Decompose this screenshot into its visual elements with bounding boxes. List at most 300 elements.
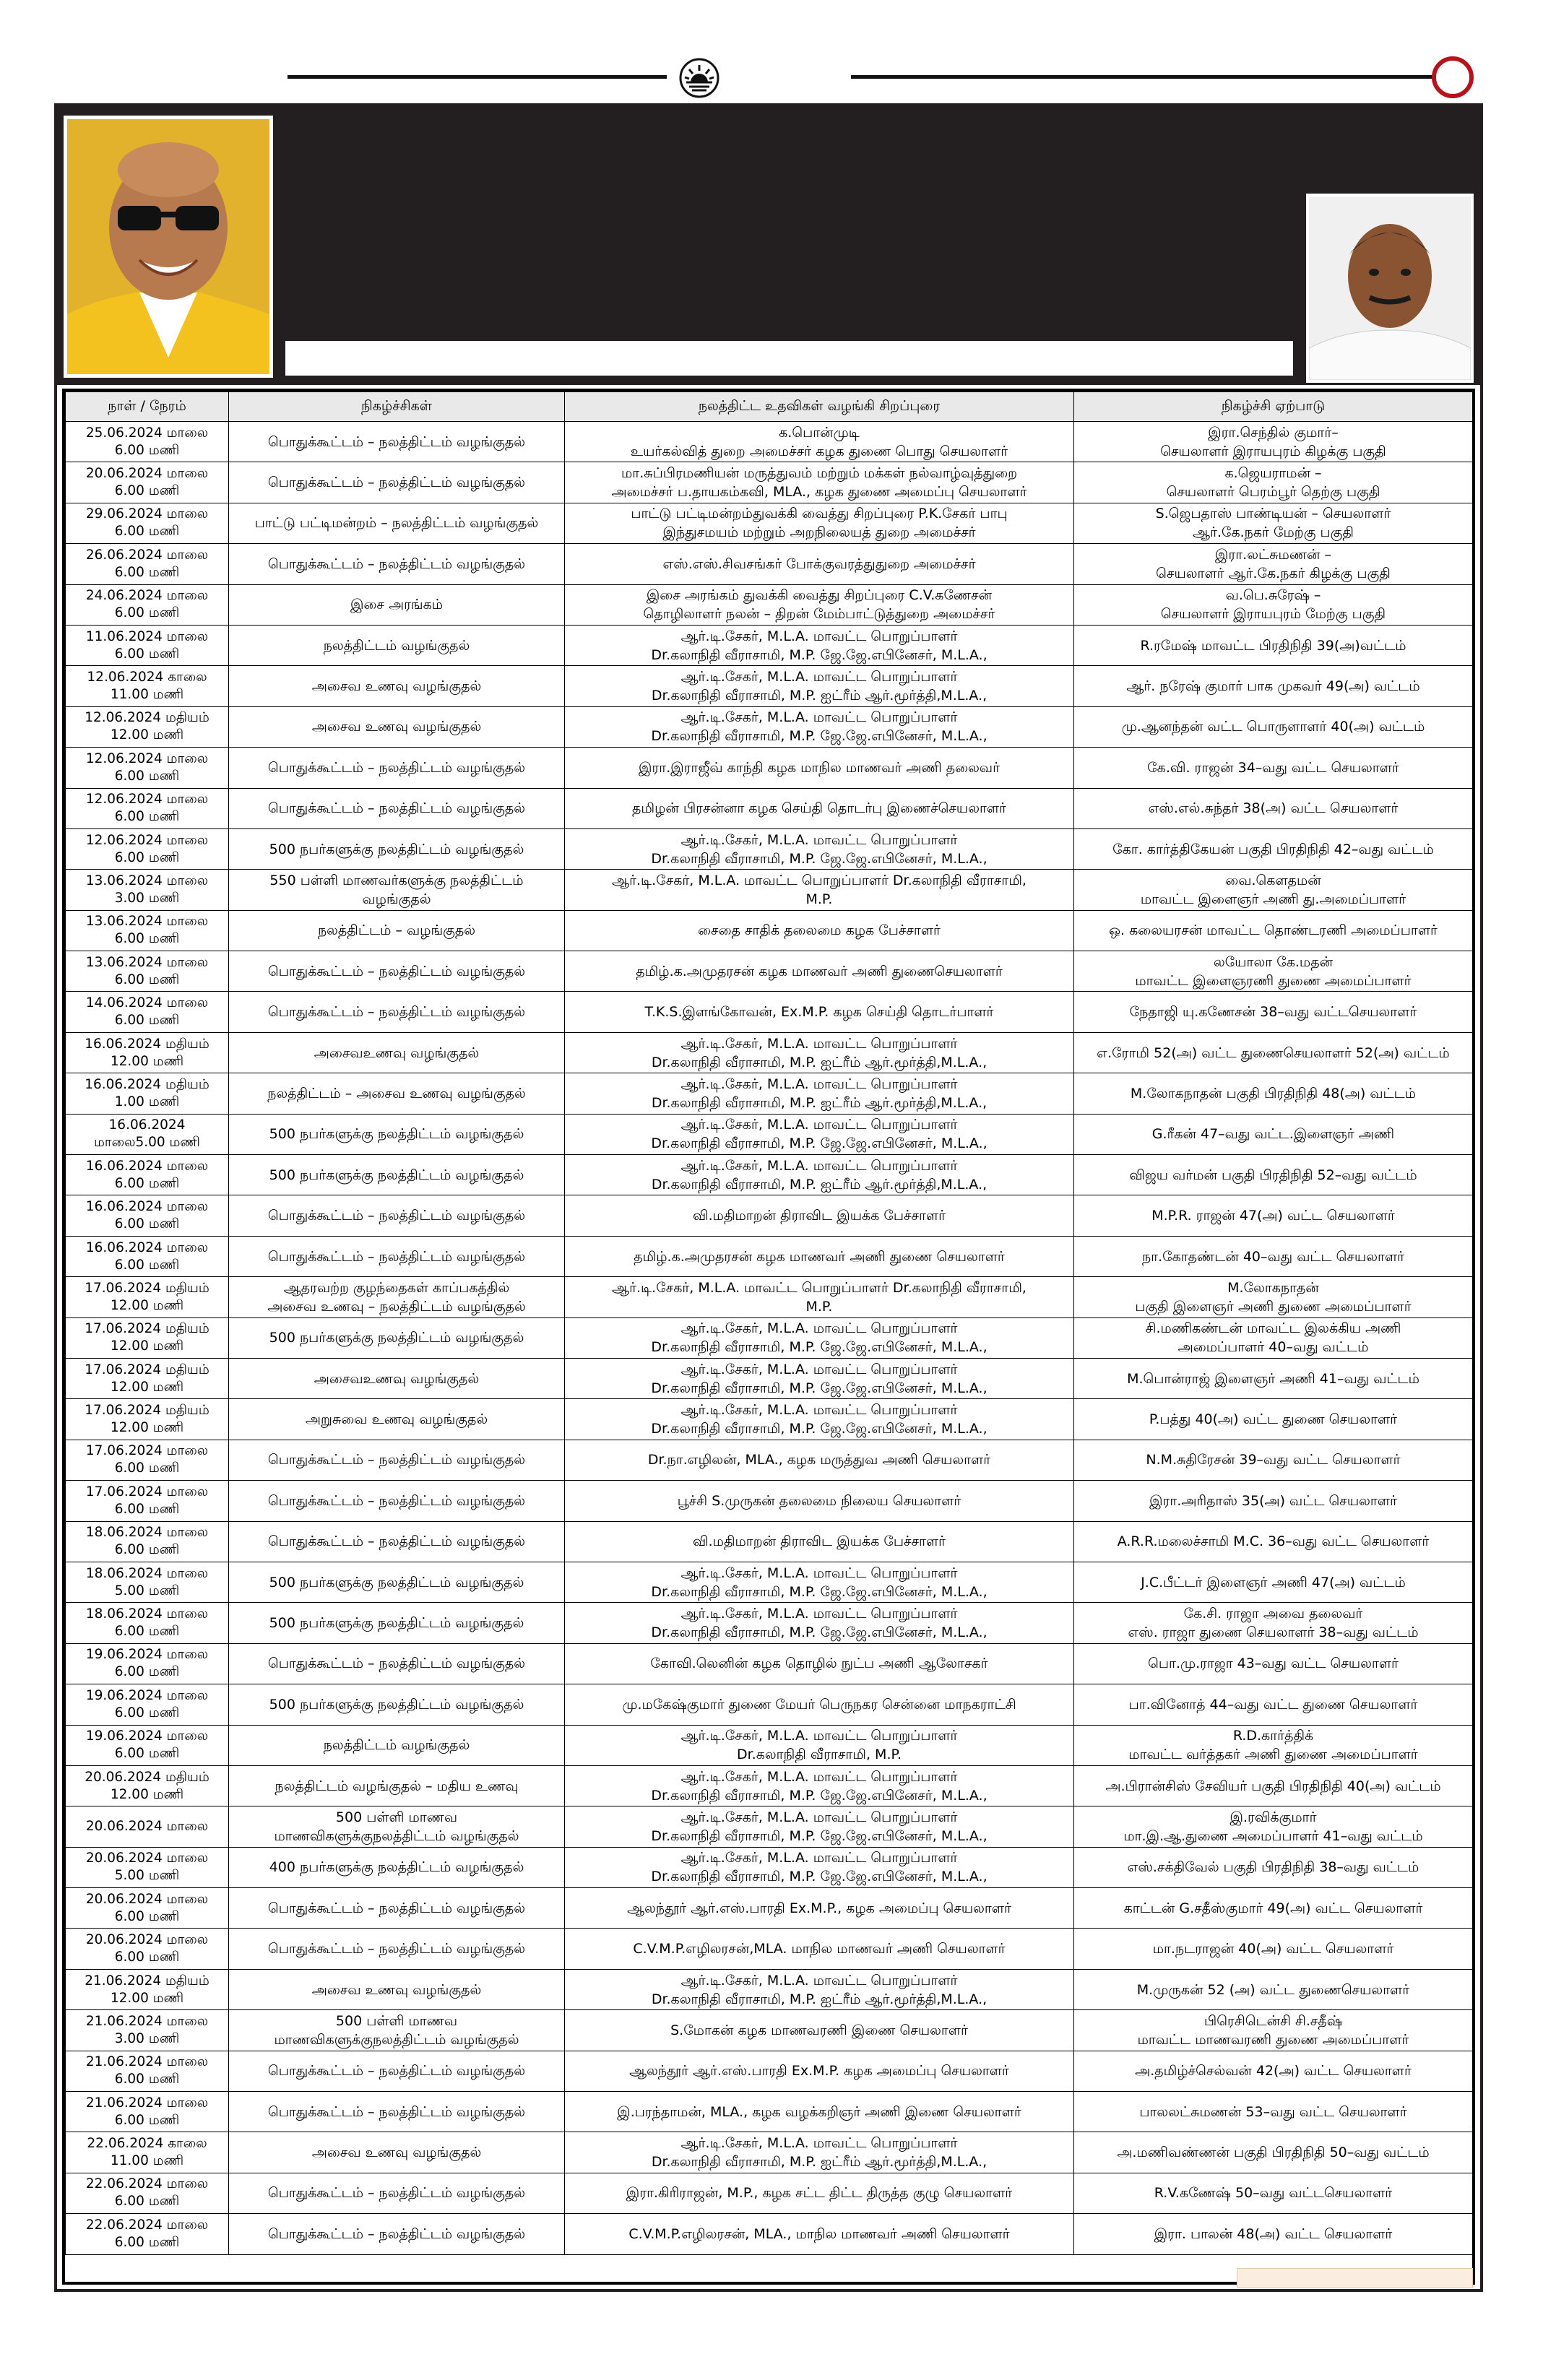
table-row — [66, 2010, 1473, 2051]
date-time-cell — [66, 584, 229, 625]
speaker-cell-line: Dr.கலாநிதி வீராசாமி, M.P. ஜே.ஜே.எபினேசர், M.L.A., — [651, 1827, 987, 1844]
date-time-cell-line: 6.00 மணி — [114, 768, 180, 784]
date-time-cell-line: 20.06.2024 மாலை — [85, 1818, 209, 1834]
event-cell — [229, 1888, 565, 1929]
organiser-cell-line: இரா.செந்தில் குமார்– — [1208, 424, 1339, 441]
speaker-cell-line: M.P. — [805, 891, 833, 907]
speaker-cell-line: ஆர்.டி.சேகர், M.L.A. மாவட்ட பொறுப்பாளர் — [680, 669, 958, 685]
speaker-cell — [565, 2051, 1074, 2091]
speaker-cell — [565, 2214, 1074, 2254]
event-cell-line: பாட்டு பட்டிமன்றம் – நலத்திட்டம் வழங்குதல் — [254, 515, 539, 532]
date-time-cell — [66, 1155, 229, 1195]
event-schedule-table — [62, 389, 1475, 2285]
organiser-cell — [1074, 1195, 1473, 1236]
organiser-cell-line: அ.மணிவண்ணன் பகுதி பிரதிநிதி 50–வது வட்டம் — [1117, 2145, 1430, 2161]
event-cell — [229, 1725, 565, 1765]
event-cell — [229, 1032, 565, 1073]
speaker-cell — [565, 1073, 1074, 1114]
column-header-events: நிகழ்ச்சிகள் — [229, 392, 565, 422]
speaker-cell — [565, 1195, 1074, 1236]
date-time-cell-line: 6.00 மணி — [114, 564, 180, 580]
column-header-date-time: நாள் / நேரம் — [66, 392, 229, 422]
organiser-cell — [1074, 1765, 1473, 1806]
date-time-cell-line: 17.06.2024 மதியம் — [85, 1321, 209, 1337]
organiser-cell — [1074, 1521, 1473, 1562]
table-row — [66, 1888, 1473, 1929]
table-row — [66, 1440, 1473, 1480]
speaker-cell — [565, 1684, 1074, 1725]
table-header-row — [66, 392, 1473, 422]
speaker-cell-line: ஆர்.டி.சேகர், M.L.A. மாவட்ட பொறுப்பாளர் — [680, 1361, 958, 1377]
event-cell — [229, 1684, 565, 1725]
organiser-cell-line: M.முருகன் 52 (அ) வட்ட துணைசெயலாளர் — [1136, 1981, 1410, 1998]
organiser-cell — [1074, 625, 1473, 665]
organiser-cell — [1074, 951, 1473, 992]
date-time-cell — [66, 1073, 229, 1114]
event-cell — [229, 544, 565, 584]
table-row — [66, 1684, 1473, 1725]
organiser-cell-line: நா.கோதண்டன் 40–வது வட்ட செயலாளர் — [1141, 1248, 1405, 1265]
speaker-cell-line: Dr.கலாநிதி வீராசாமி, M.P. ஜே.ஜே.எபினேசர், M.L.A., — [651, 1135, 987, 1152]
event-cell-line: மாணவிகளுக்குநலத்திட்டம் வழங்குதல் — [274, 1827, 519, 1844]
speaker-cell-line: ஆர்.டி.சேகர், M.L.A. மாவட்ட பொறுப்பாளர் — [680, 628, 958, 644]
date-time-cell-line: 21.06.2024 மாலை — [85, 2013, 209, 2029]
date-time-cell-line: 6.00 மணி — [114, 1216, 180, 1232]
event-cell-line: பொதுக்கூட்டம் – நலத்திட்டம் வழங்குதல் — [267, 555, 526, 572]
organiser-cell-line: வை.கௌதமன் — [1225, 872, 1321, 888]
organiser-cell — [1074, 1929, 1473, 1969]
speaker-cell-line: இந்துசமயம் மற்றும் அறநிலையத் துறை அமைச்சர் — [662, 524, 976, 541]
speaker-cell-line: Dr.கலாநிதி வீராசாமி, M.P. — [736, 1747, 902, 1763]
speaker-cell-line: தமிழ்.க.அமுதரசன் கழக மாணவர் அணி துணைசெயலாளர் — [636, 963, 1003, 979]
organiser-cell-line: இரா.லட்சுமணன் – — [1215, 546, 1331, 563]
date-time-cell-line: 22.06.2024 மாலை — [85, 2217, 209, 2233]
speaker-cell-line: தமிழன் பிரசன்னா கழக செய்தி தொடர்பு இணைச்செயலாளர் — [631, 800, 1006, 817]
speaker-cell — [565, 1317, 1074, 1358]
table-row — [66, 951, 1473, 992]
organiser-cell — [1074, 748, 1473, 788]
table-row — [66, 1399, 1473, 1440]
date-time-cell-line: 17.06.2024 மதியம் — [85, 1403, 209, 1419]
organiser-cell-line: எஸ்.சக்திவேல் பகுதி பிரதிநிதி 38–வது வட்டம் — [1127, 1859, 1419, 1876]
date-time-cell — [66, 788, 229, 828]
date-time-cell — [66, 1969, 229, 2009]
date-time-cell-line: மாலை5.00 மணி — [94, 1135, 200, 1151]
organiser-cell-line: காட்டன் G.சதீஸ்குமார் 49(அ) வட்ட செயலாளர் — [1123, 1900, 1423, 1916]
organiser-cell — [1074, 584, 1473, 625]
date-time-cell-line: 1.00 மணி — [114, 1094, 180, 1109]
organiser-cell-line: பொ.மு.ராஜா 43–வது வட்ட செயலாளர் — [1148, 1656, 1399, 1672]
date-time-cell-line: 3.00 மணி — [114, 2030, 180, 2046]
date-time-cell-line: 16.06.2024 மாலை — [85, 1199, 209, 1215]
organiser-cell — [1074, 1236, 1473, 1276]
date-time-cell-line: 22.06.2024 காலை — [87, 2136, 207, 2152]
date-time-cell-line: 17.06.2024 மதியம் — [85, 1362, 209, 1377]
date-time-cell-line: 20.06.2024 மாலை — [85, 1932, 209, 1948]
date-time-cell-line: 16.06.2024 மதியம் — [85, 1036, 209, 1052]
date-time-cell — [66, 992, 229, 1032]
date-time-cell-line: 6.00 மணி — [114, 524, 180, 540]
organiser-cell — [1074, 706, 1473, 747]
speaker-cell-line: அமைச்சர் ப.தாயகம்கவி, MLA., கழக துணை அமைப்பு செயலாளர் — [611, 484, 1027, 501]
date-time-cell-line: 19.06.2024 மாலை — [85, 1687, 209, 1703]
table-row — [66, 1847, 1473, 1887]
leader-portrait — [64, 116, 273, 378]
speaker-cell-line: S.மோகன் கழக மாணவரணி இணை செயலாளர் — [670, 2022, 968, 2038]
event-cell — [229, 1358, 565, 1398]
date-time-cell — [66, 1929, 229, 1969]
date-time-cell-line: 17.06.2024 மாலை — [85, 1484, 209, 1500]
organiser-cell-line: அமைப்பாளர் 40–வது வட்டம் — [1177, 1339, 1369, 1356]
date-time-cell-line: 24.06.2024 மாலை — [85, 588, 209, 604]
table-row — [66, 1643, 1473, 1684]
speaker-cell-line: Dr.கலாநிதி வீராசாமி, M.P. ஐட்ரீம் ஆர்.மூர்த்தி,M.L.A., — [651, 2154, 987, 2171]
speaker-cell — [565, 1521, 1074, 1562]
date-time-cell-line: 6.00 மணி — [114, 442, 180, 458]
speaker-cell-line: மா.சுப்பிரமணியன் மருத்துவம் மற்றும் மக்கள் நல்வாழ்வுத்துறை — [621, 465, 1018, 482]
speaker-cell — [565, 951, 1074, 992]
table-row — [66, 1032, 1473, 1073]
date-time-cell-line: 6.00 மணி — [114, 1013, 180, 1029]
date-time-cell-line: 12.00 மணி — [110, 1786, 184, 1802]
organiser-cell-line: A.R.R.மலைச்சாமி M.C. 36–வது வட்ட செயலாளர் — [1117, 1533, 1430, 1550]
speaker-cell-line: பூச்சி S.முருகன் தலைமை நிலைய செயலாளர் — [677, 1492, 961, 1509]
organiser-cell — [1074, 422, 1473, 462]
organiser-cell-line: அ.பிரான்சிஸ் சேவியர் பகுதி பிரதிநிதி 40(அ) வட்டம் — [1105, 1778, 1441, 1794]
event-cell-line: பொதுக்கூட்டம் – நலத்திட்டம் வழங்குதல் — [267, 963, 526, 979]
event-cell-line: 500 பள்ளி மாணவ — [335, 1809, 458, 1825]
event-cell — [229, 2214, 565, 2254]
speaker-cell — [565, 828, 1074, 869]
speaker-cell-line: Dr.நா.எழிலன், MLA., கழக மருத்துவ அணி செயலாளர் — [647, 1452, 991, 1468]
date-time-cell-line: 20.06.2024 மாலை — [85, 1851, 209, 1866]
date-time-cell-line: 6.00 மணி — [114, 1746, 180, 1762]
speaker-cell — [565, 1603, 1074, 1643]
organiser-cell-line: கே.சி. ராஜா அவை தலைவர் — [1183, 1606, 1363, 1622]
date-time-cell-line: 12.06.2024 மாலை — [85, 792, 209, 808]
event-cell — [229, 1481, 565, 1521]
organiser-cell-line: பிரெசிடென்சி சி.சதீஷ் — [1203, 2012, 1343, 2029]
speaker-cell — [565, 422, 1074, 462]
organiser-cell-line: எ.ரோமி 52(அ) வட்ட துணைசெயலாளர் 52(அ) வட்டம் — [1097, 1044, 1450, 1061]
event-cell-line: 500 பள்ளி மாணவ — [335, 2012, 458, 2029]
date-time-cell-line: 11.00 மணி — [110, 687, 184, 703]
table-row — [66, 1929, 1473, 1969]
speaker-cell — [565, 503, 1074, 543]
date-time-cell — [66, 1399, 229, 1440]
table-row — [66, 1806, 1473, 1847]
table-row — [66, 1521, 1473, 1562]
organiser-cell-line: மாவட்ட இளைஞரணி துணை அமைப்பாளர் — [1135, 972, 1412, 989]
event-cell — [229, 992, 565, 1032]
date-time-cell-line: 17.06.2024 மதியம் — [85, 1280, 209, 1296]
table-row — [66, 1603, 1473, 1643]
speaker-cell — [565, 1929, 1074, 1969]
date-time-cell-line: 6.00 மணி — [114, 605, 180, 621]
date-time-cell — [66, 1603, 229, 1643]
organiser-portrait — [1306, 194, 1474, 383]
date-time-cell-line: 13.06.2024 மாலை — [85, 873, 209, 888]
date-time-cell-line: 6.00 மணி — [114, 483, 180, 499]
organiser-cell — [1074, 992, 1473, 1032]
speaker-cell — [565, 666, 1074, 706]
speaker-cell — [565, 1725, 1074, 1765]
organiser-cell-line: பாலலட்சுமணன் 53–வது வட்ட செயலாளர் — [1139, 2103, 1407, 2120]
date-time-cell-line: 6.00 மணி — [114, 1175, 180, 1191]
event-cell — [229, 2010, 565, 2051]
event-cell — [229, 422, 565, 462]
date-time-cell-line: 19.06.2024 மாலை — [85, 1728, 209, 1744]
speaker-cell-line: எஸ்.எஸ்.சிவசங்கர் போக்குவரத்துதுறை அமைச்சர் — [662, 555, 976, 572]
organiser-cell-line: ஆர்.கே.நகர் மேற்கு பகுதி — [1193, 524, 1354, 541]
organiser-cell-line: இரா.அரிதாஸ் 35(அ) வட்ட செயலாளர் — [1149, 1492, 1397, 1509]
table-row — [66, 706, 1473, 747]
event-cell-line: 500 நபர்களுக்கு நலத்திட்டம் வழங்குதல் — [269, 1615, 524, 1632]
speaker-cell-line: சைதை சாதிக் தலைமை கழக பேச்சாளர் — [698, 922, 941, 939]
event-cell-line: 500 நபர்களுக்கு நலத்திட்டம் வழங்குதல் — [269, 1330, 524, 1346]
organiser-cell — [1074, 462, 1473, 503]
date-time-cell-line: 6.00 மணி — [114, 1705, 180, 1721]
organiser-cell — [1074, 910, 1473, 951]
speaker-cell-line: ஆர்.டி.சேகர், M.L.A. மாவட்ட பொறுப்பாளர் — [680, 1035, 958, 1052]
event-cell — [229, 1806, 565, 1847]
event-cell-line: அசைவ உணவு வழங்குதல் — [311, 719, 482, 735]
speaker-cell-line: மு.மகேஷ்குமார் துணை மேயர் பெருநகர சென்னை மாநகராட்சி — [622, 1696, 1016, 1713]
date-time-cell-line: 6.00 மணி — [114, 931, 180, 947]
date-time-cell — [66, 1195, 229, 1236]
event-cell — [229, 1765, 565, 1806]
date-time-cell-line: 14.06.2024 மாலை — [85, 995, 209, 1011]
date-time-cell-line: 21.06.2024 மாலை — [85, 2054, 209, 2070]
organiser-cell-line: N.M.சுதிரேசன் 39–வது வட்ட செயலாளர் — [1146, 1452, 1401, 1468]
event-cell — [229, 788, 565, 828]
date-time-cell-line: 21.06.2024 மதியம் — [85, 1973, 209, 1989]
speaker-cell — [565, 1114, 1074, 1154]
speaker-cell — [565, 1277, 1074, 1317]
speaker-cell-line: Dr.கலாநிதி வீராசாமி, M.P. ஜே.ஜே.எபினேசர், M.L.A., — [651, 850, 987, 867]
date-time-cell — [66, 1725, 229, 1765]
organiser-cell — [1074, 1806, 1473, 1847]
organiser-cell — [1074, 2092, 1473, 2132]
date-time-cell-line: 13.06.2024 மாலை — [85, 954, 209, 970]
organiser-cell-line: M.பொன்ராஜ் இளைஞர் அணி 41–வது வட்டம் — [1127, 1370, 1419, 1387]
speaker-cell-line: C.V.M.P.எழிலரசன்,MLA. மாநில மாணவர் அணி செயலாளர் — [633, 1941, 1006, 1957]
speaker-cell — [565, 992, 1074, 1032]
speaker-cell — [565, 1765, 1074, 1806]
event-cell-line: பொதுக்கூட்டம் – நலத்திட்டம் வழங்குதல் — [267, 1492, 526, 1509]
event-cell — [229, 1603, 565, 1643]
event-cell-line: வழங்குதல் — [362, 891, 431, 907]
table-row — [66, 828, 1473, 869]
date-time-cell-line: 6.00 மணி — [114, 646, 180, 662]
date-time-cell-line: 16.06.2024 — [108, 1117, 186, 1133]
event-cell — [229, 1155, 565, 1195]
date-time-cell — [66, 910, 229, 951]
speaker-cell-line: ஆர்.டி.சேகர், M.L.A. மாவட்ட பொறுப்பாளர் — [680, 1768, 958, 1785]
organiser-cell-line: J.C.பீட்டர் இளைஞர் அணி 47(அ) வட்டம் — [1141, 1574, 1406, 1591]
organiser-cell-line: விஜய வர்மன் பகுதி பிரதிநிதி 52–வது வட்டம் — [1129, 1167, 1417, 1183]
speaker-cell — [565, 1399, 1074, 1440]
event-cell-line: நலத்திட்டம் – வழங்குதல் — [317, 922, 476, 939]
speaker-cell-line: Dr.கலாநிதி வீராசாமி, M.P. ஜே.ஜே.எபினேசர், M.L.A., — [651, 1339, 987, 1356]
event-cell — [229, 1277, 565, 1317]
organiser-cell-line: பா.வினோத் 44–வது வட்ட துணை செயலாளர் — [1128, 1696, 1418, 1713]
speaker-cell — [565, 2010, 1074, 2051]
date-time-cell-line: 12.00 மணி — [110, 1990, 184, 2006]
speaker-cell-line: க.பொன்முடி — [779, 424, 860, 441]
date-time-cell — [66, 2010, 229, 2051]
event-cell-line: ஆதரவற்ற குழந்தைகள் காப்பகத்தில் — [283, 1279, 510, 1296]
organiser-cell-line: R.V.கணேஷ் 50–வது வட்டசெயலாளர் — [1154, 2185, 1393, 2202]
event-cell — [229, 1073, 565, 1114]
table-row — [66, 462, 1473, 503]
speaker-cell-line: ஆர்.டி.சேகர், M.L.A. மாவட்ட பொறுப்பாளர் — [680, 709, 958, 726]
date-time-cell-line: 6.00 மணி — [114, 972, 180, 987]
table-row — [66, 2051, 1473, 2091]
organiser-cell-line: R.ரமேஷ் மாவட்ட பிரதிநிதி 39(அ)வட்டம் — [1140, 637, 1406, 654]
speaker-cell — [565, 870, 1074, 910]
organiser-cell — [1074, 2214, 1473, 2254]
date-time-cell-line: 3.00 மணி — [114, 890, 180, 906]
speaker-cell — [565, 1969, 1074, 2009]
table-row — [66, 992, 1473, 1032]
event-cell-line: நலத்திட்டம் வழங்குதல் — [323, 637, 470, 654]
date-time-cell-line: 12.06.2024 காலை — [87, 670, 207, 685]
date-time-cell — [66, 1032, 229, 1073]
table-row — [66, 1562, 1473, 1602]
date-time-cell — [66, 1562, 229, 1602]
table-row — [66, 666, 1473, 706]
organiser-cell — [1074, 1440, 1473, 1480]
event-cell-line: பொதுக்கூட்டம் – நலத்திட்டம் வழங்குதல் — [267, 433, 526, 450]
organiser-cell — [1074, 1277, 1473, 1317]
event-cell-line: அசைவஉணவு வழங்குதல் — [314, 1044, 480, 1061]
date-time-cell-line: 21.06.2024 மாலை — [85, 2095, 209, 2111]
date-time-cell-line: 5.00 மணி — [114, 1868, 180, 1884]
organiser-cell — [1074, 1399, 1473, 1440]
event-cell-line: பொதுக்கூட்டம் – நலத்திட்டம் வழங்குதல் — [267, 2103, 526, 2120]
organiser-cell — [1074, 828, 1473, 869]
event-cell-line: மாணவிகளுக்குநலத்திட்டம் வழங்குதல் — [274, 2031, 519, 2048]
organiser-cell — [1074, 1725, 1473, 1765]
event-cell-line: பொதுக்கூட்டம் – நலத்திட்டம் வழங்குதல் — [267, 1533, 526, 1550]
event-cell — [229, 1562, 565, 1602]
table-row — [66, 1195, 1473, 1236]
speaker-cell-line: ஆர்.டி.சேகர், M.L.A. மாவட்ட பொறுப்பாளர் Dr.கலாநிதி வீராசாமி, — [612, 1279, 1026, 1296]
organiser-cell-line: மு.ஆனந்தன் வட்ட பொருளாளர் 40(அ) வட்டம் — [1121, 719, 1425, 735]
date-time-cell-line: 6.00 மணி — [114, 2234, 180, 2250]
speaker-cell-line: ஆர்.டி.சேகர், M.L.A. மாவட்ட பொறுப்பாளர் Dr.கலாநிதி வீராசாமி, — [612, 872, 1026, 888]
speaker-cell-line: இசை அரங்கம் துவக்கி வைத்து சிறப்புரை C.V.கணேசன் — [646, 587, 993, 604]
table-row — [66, 1155, 1473, 1195]
table-row — [66, 788, 1473, 828]
speaker-cell — [565, 2092, 1074, 2132]
speaker-cell — [565, 2173, 1074, 2213]
event-cell-line: பொதுக்கூட்டம் – நலத்திட்டம் வழங்குதல் — [267, 759, 526, 776]
event-cell — [229, 870, 565, 910]
date-time-cell — [66, 951, 229, 992]
rising-sun-emblem-icon — [679, 58, 719, 98]
organiser-cell — [1074, 1155, 1473, 1195]
speaker-cell-line: ஆர்.டி.சேகர், M.L.A. மாவட்ட பொறுப்பாளர் — [680, 1402, 958, 1419]
date-time-cell-line: 13.06.2024 மாலை — [85, 914, 209, 930]
table-row — [66, 544, 1473, 584]
date-time-cell-line: 6.00 மணி — [114, 1542, 180, 1558]
organiser-cell-line: M.P.R. ராஜன் 47(அ) வட்ட செயலாளர் — [1151, 1208, 1395, 1224]
event-cell — [229, 625, 565, 665]
event-cell-line: பொதுக்கூட்டம் – நலத்திட்டம் வழங்குதல் — [267, 2185, 526, 2202]
event-cell — [229, 2051, 565, 2091]
event-cell — [229, 1195, 565, 1236]
organiser-cell — [1074, 503, 1473, 543]
footer-label-box — [1237, 2268, 1473, 2288]
table-row — [66, 1317, 1473, 1358]
date-time-cell-line: 26.06.2024 மாலை — [85, 547, 209, 563]
event-cell-line: நலத்திட்டம் வழங்குதல் — [323, 1737, 470, 1754]
speaker-cell-line: ஆர்.டி.சேகர், M.L.A. மாவட்ட பொறுப்பாளர் — [680, 1076, 958, 1092]
event-cell-line: பொதுக்கூட்டம் – நலத்திட்டம் வழங்குதல் — [267, 1941, 526, 1957]
masthead-rule-right — [851, 75, 1433, 79]
speaker-cell — [565, 462, 1074, 503]
event-cell-line: பொதுக்கூட்டம் – நலத்திட்டம் வழங்குதல் — [267, 2225, 526, 2242]
speaker-cell — [565, 1440, 1074, 1480]
event-cell — [229, 1521, 565, 1562]
speaker-cell-line: கோவி.லெனின் கழக தொழில் நுட்ப அணி ஆலோசகர் — [650, 1656, 988, 1672]
speaker-cell — [565, 1562, 1074, 1602]
organiser-cell-line: P.பத்து 40(அ) வட்ட துணை செயலாளர் — [1149, 1411, 1398, 1428]
column-header-speakers: நலத்திட்ட உதவிகள் வழங்கி சிறப்புரை — [565, 392, 1074, 422]
speaker-cell-line: Dr.கலாநிதி வீராசாமி, M.P. ஜே.ஜே.எபினேசர், M.L.A., — [651, 1583, 987, 1600]
date-time-cell — [66, 462, 229, 503]
date-time-cell — [66, 1684, 229, 1725]
party-circle-logo-icon — [1432, 56, 1474, 98]
date-time-cell-line: 12.00 மணி — [110, 1338, 184, 1354]
date-time-cell — [66, 1806, 229, 1847]
speaker-cell — [565, 2132, 1074, 2173]
table-row — [66, 503, 1473, 543]
date-time-cell-line: 19.06.2024 மாலை — [85, 1647, 209, 1663]
organiser-cell — [1074, 1888, 1473, 1929]
table-row — [66, 1114, 1473, 1154]
speaker-cell-line: இ.பரந்தாமன், MLA., கழக வழக்கறிஞர் அணி இணை செயலாளர் — [617, 2103, 1021, 2120]
date-time-cell-line: 12.00 மணி — [110, 1420, 184, 1436]
date-time-cell — [66, 1765, 229, 1806]
event-cell-line: பொதுக்கூட்டம் – நலத்திட்டம் வழங்குதல் — [267, 800, 526, 817]
organiser-cell-line: ஒ. கலையரசன் மாவட்ட தொண்டரணி அமைப்பாளர் — [1109, 922, 1438, 939]
organiser-cell-line: சி.மணிகண்டன் மாவட்ட இலக்கிய அணி — [1145, 1320, 1401, 1337]
speaker-cell-line: உயர்கல்வித் துறை அமைச்சர் கழக துணை பொது செயலாளர் — [630, 443, 1008, 459]
organiser-cell — [1074, 1603, 1473, 1643]
speaker-cell-line: C.V.M.P.எழிலரசன், MLA., மாநில மாணவர் அணி செயலாளர் — [628, 2225, 1010, 2242]
table-row — [66, 1277, 1473, 1317]
speaker-cell — [565, 625, 1074, 665]
event-cell-line: பொதுக்கூட்டம் – நலத்திட்டம் வழங்குதல் — [267, 2063, 526, 2080]
table-row — [66, 625, 1473, 665]
table-row — [66, 1481, 1473, 1521]
organiser-cell — [1074, 1969, 1473, 2009]
event-cell — [229, 1236, 565, 1276]
table-row — [66, 910, 1473, 951]
event-cell-line: நலத்திட்டம் வழங்குதல் – மதிய உணவு — [275, 1778, 519, 1794]
date-time-cell-line: 6.00 மணி — [114, 1257, 180, 1273]
organiser-cell — [1074, 1317, 1473, 1358]
event-cell-line: அறுசுவை உணவு வழங்குதல் — [305, 1411, 488, 1428]
organiser-cell-line: R.D.கார்த்திக் — [1232, 1728, 1314, 1744]
date-time-cell — [66, 2051, 229, 2091]
organiser-cell-line: கோ. கார்த்திகேயன் பகுதி பிரதிநிதி 42–வது வட்டம் — [1112, 841, 1434, 857]
date-time-cell — [66, 2214, 229, 2254]
speaker-cell-line: இரா.கிரிராஜன், M.P., கழக சட்ட திட்ட திருத்த குழு செயலாளர் — [626, 2185, 1013, 2202]
